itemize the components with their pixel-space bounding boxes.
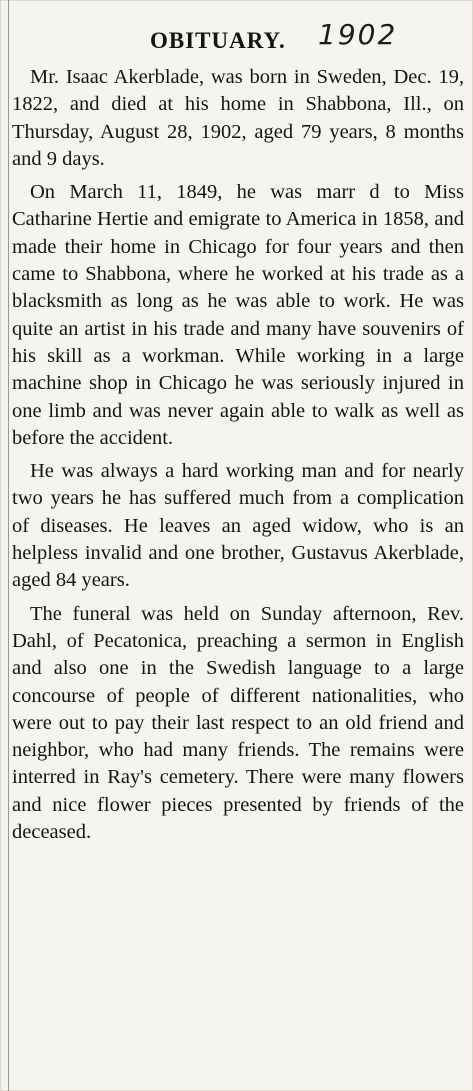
- paragraph-marriage-career: On March 11, 1849, he was marr d to Miss Catharine Hertie and emigrate to America in 1858, and made their home in Chicago for four years and then came to Shabbona, where he worked at his trade as a blacksmith as long as he was able to work. He was quite an artist in his trade and many have souvenirs of his skill as a workman. While working in a large machine shop in Chicago he was seriously injured in one limb and was never again able to walk as well as before the accident.: [12, 181, 464, 449]
- obituary-header: [0, 20, 473, 60]
- paragraph-birth-death: Mr. Isaac Akerblade, was born in Sweden, Dec. 19, 1822, and died at his home in Shabbona, Ill., on Thursday, August 28, 1902, aged 79 years, 8 months and 9 days.: [12, 66, 464, 170]
- obituary-title: OBITUARY.: [150, 28, 286, 53]
- paragraph-funeral: The funeral was held on Sunday afternoon, Rev. Dahl, of Pecatonica, preaching a sermon in English and also one in the Swedish language to a large concourse of people of different nationalities, who were out to pay their last respect to an old friend and neighbor, who had many friends. The remains were interred in Ray's cemetery. There were many flowers and nice flower pieces presented by friends of the deceased.: [12, 602, 464, 844]
- column-rule: [8, 0, 9, 1091]
- obituary-body: [12, 64, 464, 852]
- paragraph-illness-family: He was always a hard working man and for nearly two years he has suffered much from a complication of diseases. He leaves an aged widow, who is an helpless invalid and one brother, Gustavus Akerblade, aged 84 years.: [12, 460, 464, 592]
- handwritten-year-annotation: 1902: [318, 18, 398, 51]
